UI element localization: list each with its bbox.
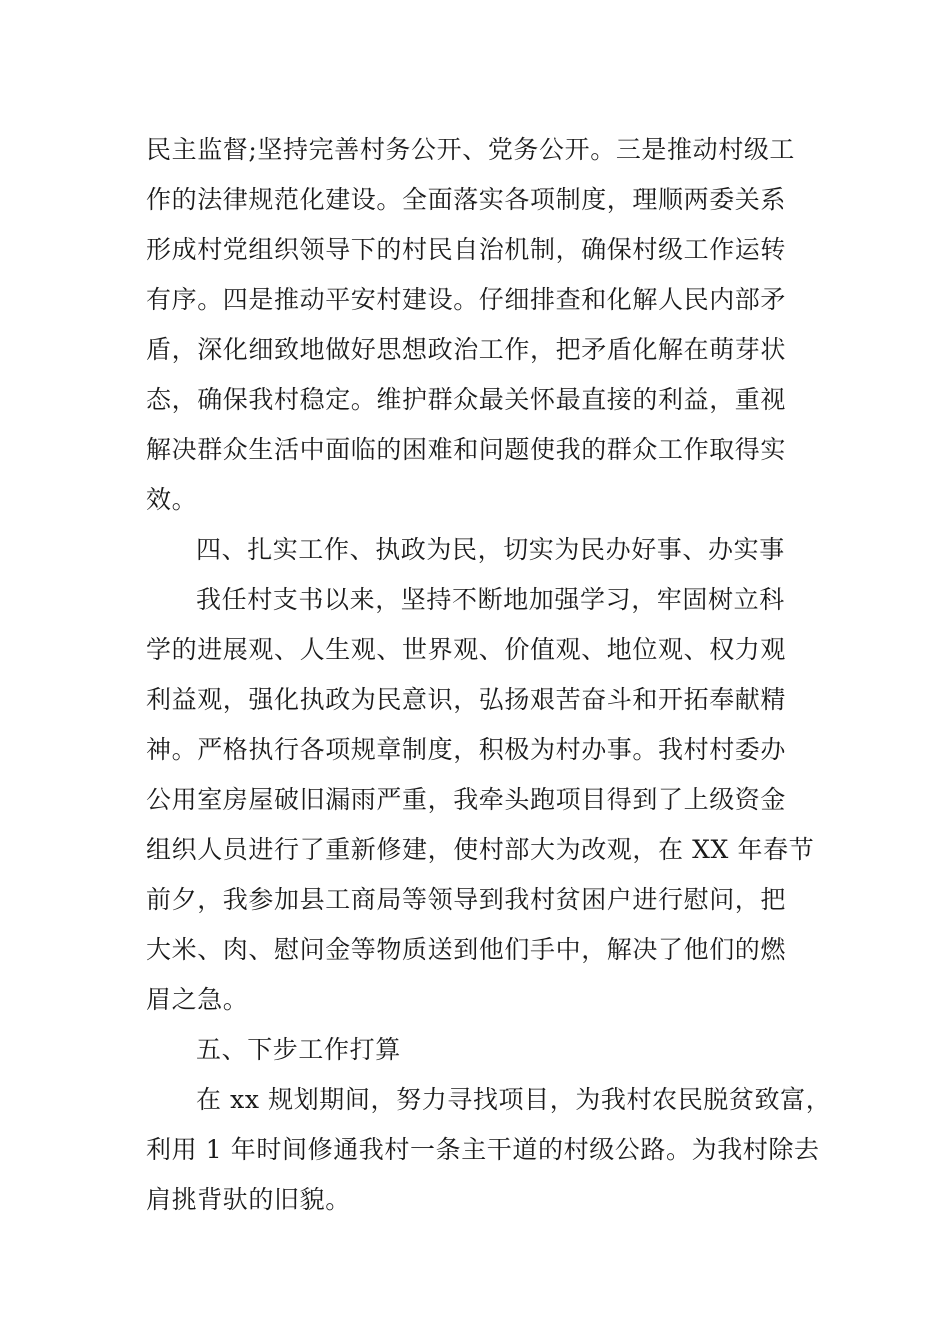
- paragraph-first-line: 我任村支书以来，坚持不断地加强学习，牢固树立科: [196, 585, 785, 614]
- body-text-line: 效。: [146, 485, 198, 514]
- body-text-line: 利用 1 年时间修通我村一条主干道的村级公路。为我村除去: [146, 1135, 820, 1164]
- body-text-line: 态，确保我村稳定。维护群众最关怀最直接的利益，重视: [146, 385, 787, 414]
- body-text-line: 公用室房屋破旧漏雨严重，我牵头跑项目得到了上级资金: [146, 785, 787, 814]
- body-text-line: 组织人员进行了重新修建，使村部大为改观，在 XX 年春节: [146, 835, 815, 864]
- section-heading-4: 四、扎实工作、执政为民，切实为民办好事、办实事: [196, 535, 785, 564]
- body-text-line: 肩挑背驮的旧貌。: [146, 1185, 351, 1214]
- body-text-line: 大米、肉、慰问金等物质送到他们手中，解决了他们的燃: [146, 935, 787, 964]
- body-text-line: 有序。四是推动平安村建设。仔细排查和化解人民内部矛: [146, 285, 787, 314]
- paragraph-first-line: 在 xx 规划期间，努力寻找项目，为我村农民脱贫致富，: [196, 1085, 832, 1114]
- body-text-line: 神。严格执行各项规章制度，积极为村办事。我村村委办: [146, 735, 787, 764]
- body-text-line: 学的进展观、人生观、世界观、价值观、地位观、权力观: [146, 635, 787, 664]
- body-text-line: 解决群众生活中面临的困难和问题使我的群众工作取得实: [146, 435, 787, 464]
- body-text-line: 作的法律规范化建设。全面落实各项制度，理顺两委关系: [146, 185, 787, 214]
- body-text-line: 前夕，我参加县工商局等领导到我村贫困户进行慰问，把: [146, 885, 787, 914]
- body-text-line: 利益观，强化执政为民意识，弘扬艰苦奋斗和开拓奉献精: [146, 685, 787, 714]
- body-text-line: 盾，深化细致地做好思想政治工作，把矛盾化解在萌芽状: [146, 335, 787, 364]
- body-text-line: 眉之急。: [146, 985, 249, 1014]
- body-text-line: 形成村党组织领导下的村民自治机制，确保村级工作运转: [146, 235, 787, 264]
- body-text-line: 民主监督;坚持完善村务公开、党务公开。三是推动村级工: [146, 135, 796, 164]
- section-heading-5: 五、下步工作打算: [196, 1035, 401, 1064]
